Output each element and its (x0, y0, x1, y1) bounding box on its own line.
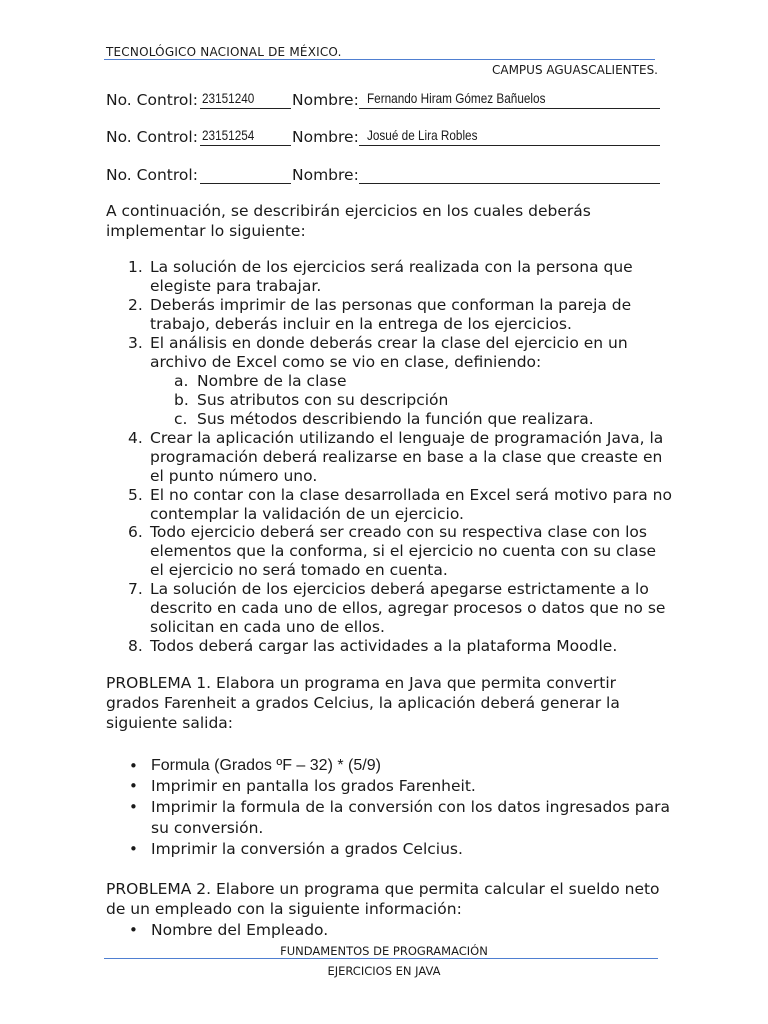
name-value: Josué de Lira Robles (367, 127, 478, 143)
list-number: 7. (128, 580, 143, 598)
name-blank (359, 183, 660, 184)
list-item-line: La solución de los ejercicios será realizada con la persona que (150, 258, 633, 276)
bullet-glyph: • (129, 757, 138, 775)
control-value: 23151254 (202, 127, 255, 143)
name-label: Nombre: (292, 91, 359, 109)
campus-header: CAMPUS AGUASCALIENTES. (491, 63, 658, 77)
bullet-glyph: • (129, 840, 138, 858)
control-blank (200, 145, 291, 146)
problem-text-line: siguiente salida: (106, 714, 233, 732)
problem-text-line: PROBLEMA 2. Elabore un programa que permita calcular el sueldo neto (106, 880, 660, 898)
list-item-line: el ejercicio no será tomado en cuenta. (150, 561, 448, 579)
list-number: 2. (128, 296, 143, 314)
list-item-line: Todo ejercicio deberá ser creado con su respectiva clase con los (150, 523, 647, 541)
list-number: 5. (128, 486, 143, 504)
list-number: 1. (128, 258, 143, 276)
footer-rule (104, 958, 658, 959)
control-value: 23151240 (202, 90, 255, 106)
list-item-line: elegiste para trabajar. (150, 277, 322, 295)
sub-item-text: Sus métodos describiendo la función que realizara. (197, 410, 594, 428)
list-number: 6. (128, 523, 143, 541)
list-item-line: elementos que la conforma, si el ejercicio no cuenta con su clase (150, 542, 657, 560)
footer-subtitle: EJERCICIOS EN JAVA (327, 964, 441, 978)
list-item-line: contemplar la validación de un ejercicio. (150, 505, 464, 523)
sub-letter: b. (174, 391, 189, 409)
footer-course: FUNDAMENTOS DE PROGRAMACIÓN (280, 944, 488, 958)
list-number: 3. (128, 334, 143, 352)
list-item-line: La solución de los ejercicios deberá apegarse estrictamente a lo (150, 580, 649, 598)
control-blank (200, 108, 291, 109)
intro-line: implementar lo siguiente: (106, 222, 306, 240)
control-blank (200, 183, 291, 184)
name-blank (359, 145, 660, 146)
header-rule (104, 59, 655, 60)
name-value: Fernando Hiram Gómez Bañuelos (367, 90, 546, 106)
bullet-text: Imprimir la formula de la conversión con los datos ingresados para (151, 798, 670, 816)
list-item-line: programación deberá realizarse en base a la clase que creaste en (150, 448, 663, 466)
list-item-line: El no contar con la clase desarrollada en Excel será motivo para no (150, 486, 672, 504)
bullet-glyph: • (129, 777, 138, 795)
list-item-line: el punto número uno. (150, 467, 318, 485)
bullet-glyph: • (129, 798, 138, 816)
list-item-line: archivo de Excel como se vio en clase, definiendo: (150, 353, 542, 371)
sub-item-text: Nombre de la clase (197, 372, 347, 390)
bullet-glyph: • (129, 921, 138, 939)
sub-letter: c. (174, 410, 188, 428)
sub-letter: a. (174, 372, 189, 390)
bullet-text: Formula (Grados ºF – 32) * (5/9) (151, 757, 381, 774)
control-label: No. Control: (106, 128, 198, 146)
sub-item-text: Sus atributos con su descripción (197, 391, 449, 409)
control-label: No. Control: (106, 166, 198, 184)
institution-header: TECNOLÓGICO NACIONAL DE MÉXICO. (106, 45, 342, 59)
list-item-line: Crear la aplicación utilizando el lenguaje de programación Java, la (150, 429, 664, 447)
bullet-text: Imprimir en pantalla los grados Farenheit. (151, 777, 476, 795)
list-item-line: solicitan en cada uno de ellos. (150, 618, 385, 636)
list-item-line: Todos deberá cargar las actividades a la plataforma Moodle. (150, 637, 618, 655)
list-item-line: Deberás imprimir de las personas que conforman la pareja de (150, 296, 632, 314)
bullet-text: su conversión. (151, 819, 264, 837)
list-item-line: trabajo, deberás incluir en la entrega de los ejercicios. (150, 315, 572, 333)
bullet-text: Imprimir la conversión a grados Celcius. (151, 840, 463, 858)
name-blank (359, 108, 660, 109)
problem-text-line: grados Farenheit a grados Celcius, la aplicación deberá generar la (106, 694, 620, 712)
list-item-line: El análisis en donde deberás crear la clase del ejercicio en un (150, 334, 628, 352)
name-label: Nombre: (292, 128, 359, 146)
list-number: 4. (128, 429, 143, 447)
problem-text-line: de un empleado con la siguiente información: (106, 900, 462, 918)
list-item-line: descrito en cada uno de ellos, agregar procesos o datos que no se (150, 599, 666, 617)
bullet-text: Nombre del Empleado. (151, 921, 329, 939)
intro-line: A continuación, se describirán ejercicios en los cuales deberás (106, 202, 591, 220)
name-label: Nombre: (292, 166, 359, 184)
list-number: 8. (128, 637, 143, 655)
control-label: No. Control: (106, 91, 198, 109)
problem-text-line: PROBLEMA 1. Elabora un programa en Java que permita convertir (106, 674, 617, 692)
